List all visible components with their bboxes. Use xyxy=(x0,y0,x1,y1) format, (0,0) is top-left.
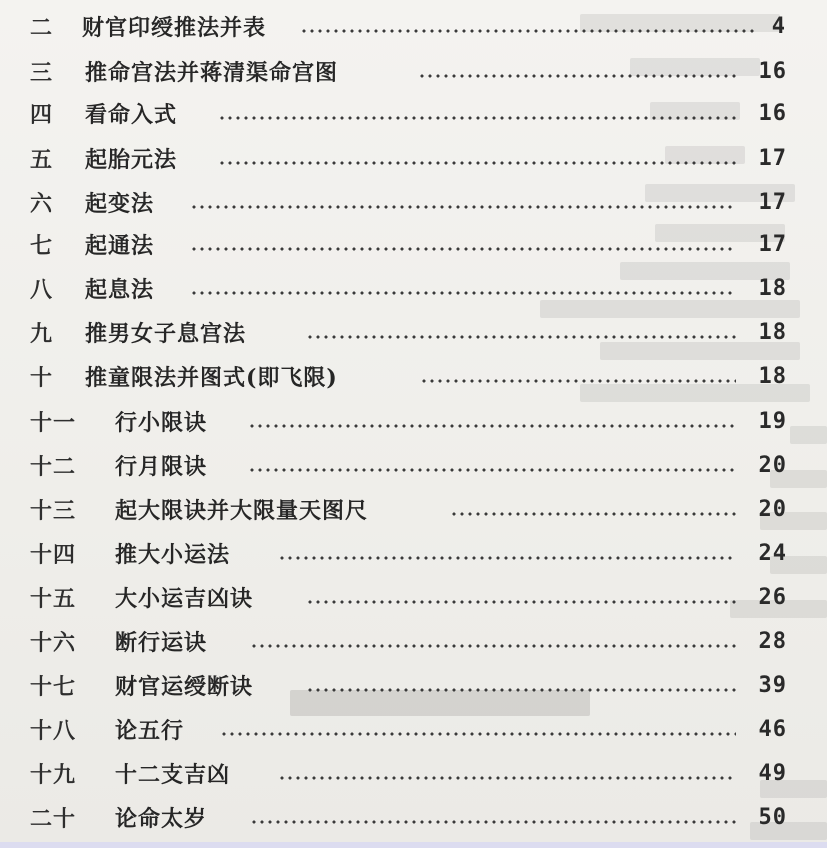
dot-leader xyxy=(306,688,736,692)
entry-title: 起通法 xyxy=(85,232,155,259)
entry-page-number: 49 xyxy=(758,760,787,786)
entry-title: 论命太岁 xyxy=(115,805,208,832)
entry-title: 推童限法并图式(即飞限) xyxy=(85,364,338,391)
toc-entry[interactable] xyxy=(0,310,827,354)
entry-number: 十五 xyxy=(30,585,77,612)
toc-entry[interactable] xyxy=(0,707,827,751)
toc-entry[interactable] xyxy=(0,575,827,619)
dot-leader xyxy=(450,512,736,516)
entry-page-number: 16 xyxy=(758,100,787,126)
toc-entry[interactable] xyxy=(0,222,827,266)
entry-title: 论五行 xyxy=(115,717,185,744)
entry-page-number: 18 xyxy=(758,319,787,345)
entry-page-number: 17 xyxy=(758,231,787,257)
entry-title: 断行运诀 xyxy=(115,629,208,656)
dot-leader xyxy=(250,644,736,648)
dot-leader xyxy=(420,379,736,383)
entry-page-number: 50 xyxy=(758,804,787,830)
entry-number: 十六 xyxy=(30,629,77,656)
entry-number: 二 xyxy=(30,14,54,41)
dot-leader xyxy=(248,424,736,428)
entry-page-number: 18 xyxy=(758,275,787,301)
entry-number: 三 xyxy=(30,59,54,86)
dot-leader xyxy=(190,291,736,295)
entry-number: 十 xyxy=(30,364,54,391)
entry-number: 十三 xyxy=(30,497,77,524)
entry-title: 十二支吉凶 xyxy=(115,761,231,788)
entry-number: 七 xyxy=(30,232,54,259)
entry-page-number: 26 xyxy=(758,584,787,610)
entry-number: 十一 xyxy=(30,409,77,436)
entry-title: 起胎元法 xyxy=(85,146,178,173)
entry-number: 十二 xyxy=(30,453,77,480)
entry-title: 推大小运法 xyxy=(115,541,231,568)
toc-entry[interactable] xyxy=(0,751,827,795)
entry-number: 二十 xyxy=(30,805,77,832)
toc-entry[interactable] xyxy=(0,531,827,575)
entry-title: 起变法 xyxy=(85,190,155,217)
entry-title: 起大限诀并大限量天图尺 xyxy=(115,497,369,524)
dot-leader xyxy=(218,116,736,120)
toc-entry[interactable] xyxy=(0,266,827,310)
toc-entry[interactable] xyxy=(0,399,827,443)
entry-page-number: 18 xyxy=(758,363,787,389)
dot-leader xyxy=(300,29,755,33)
entry-page-number: 19 xyxy=(758,408,787,434)
dot-leader xyxy=(218,161,736,165)
entry-number: 十八 xyxy=(30,717,77,744)
dot-leader xyxy=(220,732,736,736)
entry-title: 起息法 xyxy=(85,276,155,303)
entry-title: 行月限诀 xyxy=(115,453,208,480)
dot-leader xyxy=(306,335,736,339)
toc-entry[interactable] xyxy=(0,136,827,180)
entry-title: 财官印绶推法并表 xyxy=(82,14,267,41)
entry-title: 大小运吉凶诀 xyxy=(115,585,254,612)
entry-page-number: 24 xyxy=(758,540,787,566)
entry-number: 八 xyxy=(30,276,54,303)
toc-entry[interactable] xyxy=(0,619,827,663)
entry-number: 十七 xyxy=(30,673,77,700)
entry-page-number: 39 xyxy=(758,672,787,698)
bottom-edge-strip xyxy=(0,842,827,848)
entry-page-number: 16 xyxy=(758,58,787,84)
dot-leader xyxy=(418,74,736,78)
toc-entry[interactable] xyxy=(0,49,827,93)
entry-title: 推男女子息宫法 xyxy=(85,320,247,347)
entry-page-number: 17 xyxy=(758,145,787,171)
toc-entry[interactable] xyxy=(0,487,827,531)
toc-entry[interactable] xyxy=(0,4,827,48)
dot-leader xyxy=(278,556,736,560)
toc-entry[interactable] xyxy=(0,443,827,487)
entry-number: 十九 xyxy=(30,761,77,788)
entry-title: 看命入式 xyxy=(85,101,178,128)
entry-number: 四 xyxy=(30,101,54,128)
entry-page-number: 17 xyxy=(758,189,787,215)
toc-entry[interactable] xyxy=(0,354,827,398)
dot-leader xyxy=(190,205,736,209)
entry-title: 推命宫法并蒋清渠命宫图 xyxy=(85,59,339,86)
entry-page-number: 20 xyxy=(758,496,787,522)
entry-page-number: 28 xyxy=(758,628,787,654)
toc-entry[interactable] xyxy=(0,663,827,707)
toc-entry[interactable] xyxy=(0,91,827,135)
dot-leader xyxy=(306,600,736,604)
entry-page-number: 20 xyxy=(758,452,787,478)
dot-leader xyxy=(190,247,736,251)
dot-leader xyxy=(248,468,736,472)
entry-page-number: 4 xyxy=(771,13,786,39)
dot-leader xyxy=(250,820,736,824)
entry-number: 十四 xyxy=(30,541,77,568)
entry-title: 财官运绶断诀 xyxy=(115,673,254,700)
entry-number: 六 xyxy=(30,190,54,217)
entry-title: 行小限诀 xyxy=(115,409,208,436)
dot-leader xyxy=(278,776,736,780)
entry-number: 五 xyxy=(30,146,54,173)
entry-page-number: 46 xyxy=(758,716,787,742)
toc-entry[interactable] xyxy=(0,180,827,224)
entry-number: 九 xyxy=(30,320,54,347)
toc-entry[interactable] xyxy=(0,795,827,839)
